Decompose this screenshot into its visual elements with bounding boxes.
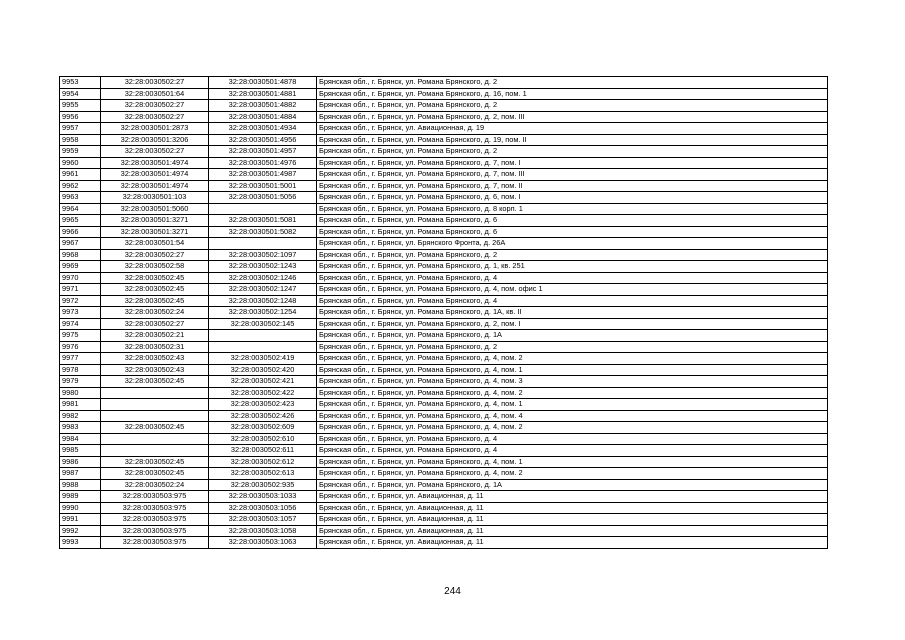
address-cell: Брянская обл., г. Брянск, ул. Романа Брянского, д. 4, пом. 2	[317, 422, 828, 434]
row-number-cell: 9969	[60, 261, 101, 273]
address-cell: Брянская обл., г. Брянск, ул. Романа Брянского, д. 7, пом. I	[317, 157, 828, 169]
table-row	[60, 479, 828, 491]
row-number-cell: 9983	[60, 422, 101, 434]
parent-cadastral-number-cell: 32:28:0030503:975	[101, 525, 209, 537]
table-row	[60, 169, 828, 181]
table-row	[60, 192, 828, 204]
table-row	[60, 456, 828, 468]
address-cell: Брянская обл., г. Брянск, ул. Авиационная, д. 19	[317, 123, 828, 135]
row-number-cell: 9954	[60, 88, 101, 100]
row-number-cell: 9977	[60, 353, 101, 365]
cadastral-number-cell: 32:28:0030501:5056	[209, 192, 317, 204]
address-cell: Брянская обл., г. Брянск, ул. Романа Брянского, д. 4, пом. 4	[317, 410, 828, 422]
table-row	[60, 123, 828, 135]
address-cell: Брянская обл., г. Брянск, ул. Романа Брянского, д. 4, пом. 1	[317, 456, 828, 468]
parent-cadastral-number-cell: 32:28:0030503:975	[101, 514, 209, 526]
cadastral-number-cell: 32:28:0030502:419	[209, 353, 317, 365]
parent-cadastral-number-cell: 32:28:0030502:45	[101, 295, 209, 307]
parent-cadastral-number-cell: 32:28:0030502:45	[101, 456, 209, 468]
row-number-cell: 9978	[60, 364, 101, 376]
parent-cadastral-number-cell: 32:28:0030501:4974	[101, 157, 209, 169]
address-cell: Брянская обл., г. Брянск, ул. Романа Брянского, д. 16, пом. 1	[317, 88, 828, 100]
parent-cadastral-number-cell: 32:28:0030502:43	[101, 353, 209, 365]
parent-cadastral-number-cell: 32:28:0030502:45	[101, 422, 209, 434]
address-cell: Брянская обл., г. Брянск, ул. Романа Брянского, д. 6, пом. I	[317, 192, 828, 204]
table-row	[60, 364, 828, 376]
table-row	[60, 261, 828, 273]
cadastral-number-cell: 32:28:0030502:422	[209, 387, 317, 399]
cadastral-number-cell: 32:28:0030502:1254	[209, 307, 317, 319]
parent-cadastral-number-cell: 32:28:0030501:5060	[101, 203, 209, 215]
address-cell: Брянская обл., г. Брянск, ул. Романа Брянского, д. 7, пом. II	[317, 180, 828, 192]
parent-cadastral-number-cell: 32:28:0030502:43	[101, 364, 209, 376]
address-cell: Брянская обл., г. Брянск, ул. Романа Брянского, д. 4, пом. офис 1	[317, 284, 828, 296]
table-row	[60, 433, 828, 445]
row-number-cell: 9967	[60, 238, 101, 250]
cadastral-number-cell: 32:28:0030502:612	[209, 456, 317, 468]
parent-cadastral-number-cell: 32:28:0030502:45	[101, 468, 209, 480]
parent-cadastral-number-cell: 32:28:0030501:64	[101, 88, 209, 100]
parent-cadastral-number-cell: 32:28:0030502:31	[101, 341, 209, 353]
parent-cadastral-number-cell: 32:28:0030502:24	[101, 307, 209, 319]
table-row	[60, 180, 828, 192]
parent-cadastral-number-cell	[101, 387, 209, 399]
cadastral-number-cell: 32:28:0030502:1248	[209, 295, 317, 307]
parent-cadastral-number-cell: 32:28:0030501:103	[101, 192, 209, 204]
cadastral-number-cell: 32:28:0030502:420	[209, 364, 317, 376]
address-cell: Брянская обл., г. Брянск, ул. Романа Брянского, д. 4, пом. 1	[317, 364, 828, 376]
row-number-cell: 9960	[60, 157, 101, 169]
cadastral-number-cell: 32:28:0030501:4956	[209, 134, 317, 146]
row-number-cell: 9980	[60, 387, 101, 399]
table-row	[60, 318, 828, 330]
address-cell: Брянская обл., г. Брянск, ул. Романа Брянского, д. 4, пом. 1	[317, 399, 828, 411]
parent-cadastral-number-cell: 32:28:0030501:54	[101, 238, 209, 250]
address-cell: Брянская обл., г. Брянск, ул. Романа Брянского, д. 2	[317, 77, 828, 89]
cadastral-number-cell: 32:28:0030502:426	[209, 410, 317, 422]
parent-cadastral-number-cell: 32:28:0030502:21	[101, 330, 209, 342]
cadastral-number-cell: 32:28:0030501:4934	[209, 123, 317, 135]
parent-cadastral-number-cell: 32:28:0030502:27	[101, 318, 209, 330]
table-row	[60, 468, 828, 480]
row-number-cell: 9976	[60, 341, 101, 353]
table-row	[60, 203, 828, 215]
table-row	[60, 514, 828, 526]
row-number-cell: 9984	[60, 433, 101, 445]
cadastral-number-cell: 32:28:0030502:145	[209, 318, 317, 330]
table-row	[60, 422, 828, 434]
address-cell: Брянская обл., г. Брянск, ул. Авиационная, д. 11	[317, 537, 828, 549]
address-cell: Брянская обл., г. Брянск, ул. Романа Брянского, д. 6	[317, 226, 828, 238]
cadastral-number-cell: 32:28:0030502:1097	[209, 249, 317, 261]
property-table-body	[60, 77, 828, 549]
cadastral-number-cell: 32:28:0030501:4976	[209, 157, 317, 169]
table-row	[60, 111, 828, 123]
parent-cadastral-number-cell: 32:28:0030502:45	[101, 284, 209, 296]
row-number-cell: 9990	[60, 502, 101, 514]
cadastral-number-cell: 32:28:0030502:423	[209, 399, 317, 411]
address-cell: Брянская обл., г. Брянск, ул. Романа Брянского, д. 1А, кв. II	[317, 307, 828, 319]
parent-cadastral-number-cell: 32:28:0030503:975	[101, 537, 209, 549]
row-number-cell: 9974	[60, 318, 101, 330]
table-row	[60, 491, 828, 503]
table-row	[60, 307, 828, 319]
address-cell: Брянская обл., г. Брянск, ул. Авиационная, д. 11	[317, 502, 828, 514]
row-number-cell: 9989	[60, 491, 101, 503]
cadastral-number-cell: 32:28:0030501:4884	[209, 111, 317, 123]
table-row	[60, 157, 828, 169]
address-cell: Брянская обл., г. Брянск, ул. Авиационная, д. 11	[317, 514, 828, 526]
table-row	[60, 445, 828, 457]
address-cell: Брянская обл., г. Брянск, ул. Авиационная, д. 11	[317, 525, 828, 537]
cadastral-number-cell: 32:28:0030501:4882	[209, 100, 317, 112]
parent-cadastral-number-cell: 32:28:0030501:3271	[101, 226, 209, 238]
address-cell: Брянская обл., г. Брянск, ул. Авиационная, д. 11	[317, 491, 828, 503]
cadastral-number-cell: 32:28:0030502:613	[209, 468, 317, 480]
row-number-cell: 9953	[60, 77, 101, 89]
cadastral-number-cell: 32:28:0030501:5082	[209, 226, 317, 238]
row-number-cell: 9965	[60, 215, 101, 227]
row-number-cell: 9962	[60, 180, 101, 192]
row-number-cell: 9991	[60, 514, 101, 526]
parent-cadastral-number-cell	[101, 445, 209, 457]
address-cell: Брянская обл., г. Брянск, ул. Романа Брянского, д. 2	[317, 100, 828, 112]
address-cell: Брянская обл., г. Брянск, ул. Романа Брянского, д. 4, пом. 2	[317, 468, 828, 480]
address-cell: Брянская обл., г. Брянск, ул. Романа Брянского, д. 1А	[317, 330, 828, 342]
cadastral-number-cell: 32:28:0030501:4957	[209, 146, 317, 158]
cadastral-number-cell: 32:28:0030503:1058	[209, 525, 317, 537]
row-number-cell: 9979	[60, 376, 101, 388]
cadastral-number-cell	[209, 238, 317, 250]
table-row	[60, 399, 828, 411]
cadastral-number-cell: 32:28:0030502:610	[209, 433, 317, 445]
cadastral-number-cell: 32:28:0030501:4987	[209, 169, 317, 181]
cadastral-number-cell: 32:28:0030503:1056	[209, 502, 317, 514]
table-row	[60, 215, 828, 227]
row-number-cell: 9972	[60, 295, 101, 307]
row-number-cell: 9973	[60, 307, 101, 319]
table-row	[60, 376, 828, 388]
address-cell: Брянская обл., г. Брянск, ул. Романа Брянского, д. 4	[317, 295, 828, 307]
row-number-cell: 9988	[60, 479, 101, 491]
row-number-cell: 9993	[60, 537, 101, 549]
cadastral-number-cell	[209, 203, 317, 215]
parent-cadastral-number-cell: 32:28:0030502:45	[101, 272, 209, 284]
parent-cadastral-number-cell: 32:28:0030502:27	[101, 100, 209, 112]
row-number-cell: 9971	[60, 284, 101, 296]
cadastral-number-cell: 32:28:0030501:4878	[209, 77, 317, 89]
address-cell: Брянская обл., г. Брянск, ул. Романа Брянского, д. 4, пом. 3	[317, 376, 828, 388]
table-row	[60, 537, 828, 549]
row-number-cell: 9956	[60, 111, 101, 123]
parent-cadastral-number-cell: 32:28:0030502:45	[101, 376, 209, 388]
parent-cadastral-number-cell	[101, 433, 209, 445]
cadastral-number-cell: 32:28:0030503:1057	[209, 514, 317, 526]
row-number-cell: 9964	[60, 203, 101, 215]
page-number: 244	[444, 586, 461, 597]
row-number-cell: 9992	[60, 525, 101, 537]
address-cell: Брянская обл., г. Брянск, ул. Романа Брянского, д. 4, пом. 2	[317, 387, 828, 399]
table-row	[60, 100, 828, 112]
parent-cadastral-number-cell: 32:28:0030502:27	[101, 249, 209, 261]
row-number-cell: 9966	[60, 226, 101, 238]
row-number-cell: 9963	[60, 192, 101, 204]
parent-cadastral-number-cell: 32:28:0030502:58	[101, 261, 209, 273]
parent-cadastral-number-cell: 32:28:0030501:4974	[101, 169, 209, 181]
table-row	[60, 238, 828, 250]
address-cell: Брянская обл., г. Брянск, ул. Романа Брянского, д. 19, пом. II	[317, 134, 828, 146]
address-cell: Брянская обл., г. Брянск, ул. Романа Брянского, д. 4	[317, 272, 828, 284]
cadastral-number-cell: 32:28:0030502:1247	[209, 284, 317, 296]
property-table	[59, 76, 828, 549]
table-row	[60, 226, 828, 238]
table-row	[60, 88, 828, 100]
address-cell: Брянская обл., г. Брянск, ул. Романа Брянского, д. 6	[317, 215, 828, 227]
parent-cadastral-number-cell: 32:28:0030502:24	[101, 479, 209, 491]
address-cell: Брянская обл., г. Брянск, ул. Романа Брянского, д. 2	[317, 249, 828, 261]
row-number-cell: 9986	[60, 456, 101, 468]
parent-cadastral-number-cell: 32:28:0030501:4974	[101, 180, 209, 192]
address-cell: Брянская обл., г. Брянск, ул. Романа Брянского, д. 4	[317, 433, 828, 445]
cadastral-number-cell: 32:28:0030501:4881	[209, 88, 317, 100]
cadastral-number-cell: 32:28:0030502:1243	[209, 261, 317, 273]
row-number-cell: 9959	[60, 146, 101, 158]
cadastral-number-cell: 32:28:0030502:421	[209, 376, 317, 388]
parent-cadastral-number-cell: 32:28:0030501:2873	[101, 123, 209, 135]
table-row	[60, 272, 828, 284]
cadastral-number-cell: 32:28:0030502:611	[209, 445, 317, 457]
table-row	[60, 353, 828, 365]
address-cell: Брянская обл., г. Брянск, ул. Романа Брянского, д. 2	[317, 341, 828, 353]
row-number-cell: 9985	[60, 445, 101, 457]
table-row	[60, 134, 828, 146]
parent-cadastral-number-cell: 32:28:0030503:975	[101, 502, 209, 514]
parent-cadastral-number-cell	[101, 410, 209, 422]
address-cell: Брянская обл., г. Брянск, ул. Романа Брянского, д. 8 корп. 1	[317, 203, 828, 215]
cadastral-number-cell: 32:28:0030502:609	[209, 422, 317, 434]
address-cell: Брянская обл., г. Брянск, ул. Романа Брянского, д. 2	[317, 146, 828, 158]
cadastral-number-cell: 32:28:0030501:5001	[209, 180, 317, 192]
row-number-cell: 9982	[60, 410, 101, 422]
address-cell: Брянская обл., г. Брянск, ул. Романа Брянского, д. 1, кв. 251	[317, 261, 828, 273]
table-row	[60, 295, 828, 307]
row-number-cell: 9970	[60, 272, 101, 284]
parent-cadastral-number-cell: 32:28:0030501:3206	[101, 134, 209, 146]
cadastral-number-cell: 32:28:0030501:5081	[209, 215, 317, 227]
cadastral-number-cell: 32:28:0030502:1246	[209, 272, 317, 284]
table-row	[60, 330, 828, 342]
table-row	[60, 249, 828, 261]
row-number-cell: 9981	[60, 399, 101, 411]
table-row	[60, 146, 828, 158]
address-cell: Брянская обл., г. Брянск, ул. Романа Брянского, д. 4, пом. 2	[317, 353, 828, 365]
address-cell: Брянская обл., г. Брянск, ул. Романа Брянского, д. 2, пом. III	[317, 111, 828, 123]
table-row	[60, 341, 828, 353]
address-cell: Брянская обл., г. Брянск, ул. Романа Брянского, д. 4	[317, 445, 828, 457]
cadastral-number-cell	[209, 330, 317, 342]
cadastral-number-cell	[209, 341, 317, 353]
row-number-cell: 9955	[60, 100, 101, 112]
cadastral-number-cell: 32:28:0030503:1063	[209, 537, 317, 549]
row-number-cell: 9968	[60, 249, 101, 261]
cadastral-number-cell: 32:28:0030503:1033	[209, 491, 317, 503]
cadastral-number-cell: 32:28:0030502:935	[209, 479, 317, 491]
address-cell: Брянская обл., г. Брянск, ул. Брянского Фронта, д. 26А	[317, 238, 828, 250]
table-row	[60, 410, 828, 422]
parent-cadastral-number-cell: 32:28:0030502:27	[101, 77, 209, 89]
parent-cadastral-number-cell: 32:28:0030502:27	[101, 146, 209, 158]
table-row	[60, 77, 828, 89]
table-row	[60, 387, 828, 399]
parent-cadastral-number-cell: 32:28:0030501:3271	[101, 215, 209, 227]
parent-cadastral-number-cell	[101, 399, 209, 411]
address-cell: Брянская обл., г. Брянск, ул. Романа Брянского, д. 2, пом. I	[317, 318, 828, 330]
row-number-cell: 9975	[60, 330, 101, 342]
parent-cadastral-number-cell: 32:28:0030502:27	[101, 111, 209, 123]
row-number-cell: 9957	[60, 123, 101, 135]
row-number-cell: 9958	[60, 134, 101, 146]
row-number-cell: 9987	[60, 468, 101, 480]
table-row	[60, 502, 828, 514]
address-cell: Брянская обл., г. Брянск, ул. Романа Брянского, д. 7, пом. III	[317, 169, 828, 181]
table-row	[60, 284, 828, 296]
row-number-cell: 9961	[60, 169, 101, 181]
table-row	[60, 525, 828, 537]
address-cell: Брянская обл., г. Брянск, ул. Романа Брянского, д. 1А	[317, 479, 828, 491]
parent-cadastral-number-cell: 32:28:0030503:975	[101, 491, 209, 503]
